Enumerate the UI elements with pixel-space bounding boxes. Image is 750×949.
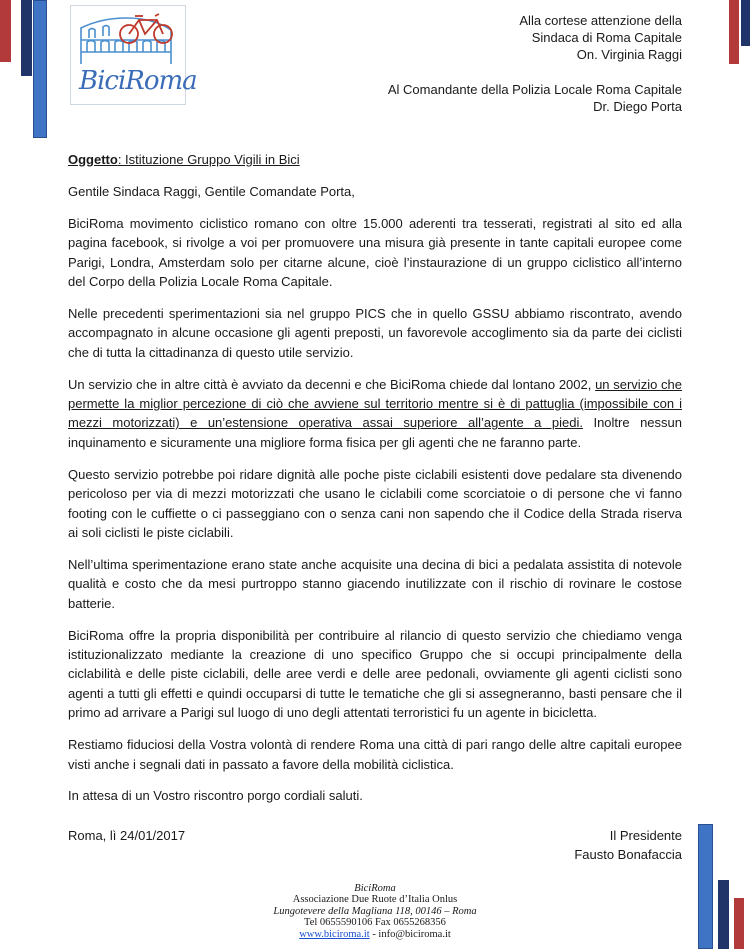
recipient-block-mayor [519, 12, 682, 63]
biciroma-logo [70, 5, 197, 105]
recipient-block-commander [388, 81, 682, 115]
footer-phone: Tel 0655590106 Fax 0655268356 [304, 917, 446, 929]
footer-contacts [0, 929, 750, 940]
website-link[interactable]: www.biciroma.it [299, 928, 370, 940]
footer-address: Lungotevere della Magliana 118, 00146 – Roma [273, 905, 477, 917]
footer-org: BiciRoma [354, 883, 396, 894]
top-left-red-bar [0, 0, 11, 62]
signer-role: Il Presidente [609, 828, 682, 843]
paragraph-3-underlined: un servizio che permette la miglior percezione di ciò che avviene sul territorio mentre si è di pattuglia (impossibile con i mezzi motorizzati) e un’estensione operativa assai superiore all’agente a piedi. [68, 376, 682, 431]
paragraph-4: Questo servizio potrebbe poi ridare dignità alle poche piste ciclabili esistenti dove pedalare sta divenendo pericoloso per via di mezzi motorizzati che usano le ciclabili come scorciatoie o di persone che vi fanno footing con le cuffiette o ci passeggiano con o senza cani non sapendo che il Codice della Strada riserva ai soli ciclisti le piste ciclabili. [68, 466, 682, 540]
recipient-line: Dr. Diego Porta [593, 99, 682, 114]
recipient-line: On. Virginia Raggi [576, 47, 682, 62]
subject-text: : Istituzione Gruppo Vigili in Bici [117, 152, 300, 167]
signer-name: Fausto Bonafaccia [574, 847, 682, 862]
recipient-line: Sindaca di Roma Capitale [531, 30, 682, 45]
subject-label: Oggetto [68, 152, 118, 167]
signature-block [574, 826, 682, 864]
date-place: Roma, lì 24/01/2017 [68, 828, 186, 843]
paragraph-3-end: Inoltre nessun inquinamento e sicuramente una migliore forma fisica per gli agenti che ne faranno parte. [68, 415, 682, 450]
subject-line [68, 150, 682, 169]
top-right-navy-bar [741, 0, 750, 46]
paragraph-3 [68, 375, 682, 453]
recipient-line: Al Comandante della Polizia Locale Roma Capitale [387, 82, 682, 97]
paragraph-7: Restiamo fiduciosi della Vostra volontà di rendere Roma una città di pari rango delle altre capitali europee visti anche i segnali dati in passato a favore della mobilità ciclistica. [68, 737, 682, 772]
top-right-red-bar [729, 0, 739, 64]
paragraph-1: BiciRoma movimento ciclistico romano con oltre 15.000 aderenti tra tesserati, registrati al sito ed alla pagina facebook, si rivolge a voi per promuovere una misura già presente in tante capitali europee come Parigi, Londra, Amsterdam solo per citarne alcune, cioè l’instaurazione di un gruppo ciclistico all’interno del Corpo della Polizia Locale Roma Capitale. [68, 215, 682, 290]
greeting: Gentile Sindaca Raggi, Gentile Comandate Porta, [68, 183, 355, 199]
top-left-blue-bar [33, 0, 47, 138]
closing: In attesa di un Vostro riscontro porgo cordiali saluti. [68, 788, 363, 804]
letterhead-footer [0, 883, 750, 940]
email-text: - info@biciroma.it [369, 928, 451, 940]
paragraph-6: BiciRoma offre la propria disponibilità per contribuire al rilancio di questo servizio che chiediamo venga istituzionalizzato mediante la creazione di uno specifico Gruppo che si occupi principalmente della ciclabilità e delle piste ciclabili, delle aree verdi e delle aree pedonali, ovviamente gli agenti ciclisti sono agenti a tutti gli effetti e quindi occuparsi di tutte le tematiche che gli si assegneranno, basti pensare che il primo ad arrivare a Parigi sul luogo di uno degli attentati terroristici fu un agente in bicicletta. [68, 627, 682, 721]
footer-association: Associazione Due Ruote d’Italia Onlus [292, 894, 458, 906]
letter-body [68, 150, 682, 818]
top-left-navy-bar [21, 0, 32, 76]
paragraph-3-start: Un servizio che in altre città è avviato da decenni e che BiciRoma chiede dal lontano 2002, [68, 376, 596, 392]
logo-wordmark: BiciRoma [79, 66, 197, 96]
recipient-line: Alla cortese attenzione della [519, 13, 682, 28]
paragraph-5: Nell’ultima sperimentazione erano state anche acquisite una decina di bici a pedalata assistita di notevole qualità e costo che da mesi purtroppo stanno giacendo inutilizzate con il rischio di rovinare le costose batterie. [68, 556, 682, 611]
paragraph-2: Nelle precedenti sperimentazioni sia nel gruppo PICS che in quello GSSU abbiamo riscontrato, avendo accompagnato in alcune occasione gli agenti preposti, un favorevole accoglimento sia da parte dei ciclisti che di tutta la cittadinanza di questo utile servizio. [68, 305, 682, 360]
